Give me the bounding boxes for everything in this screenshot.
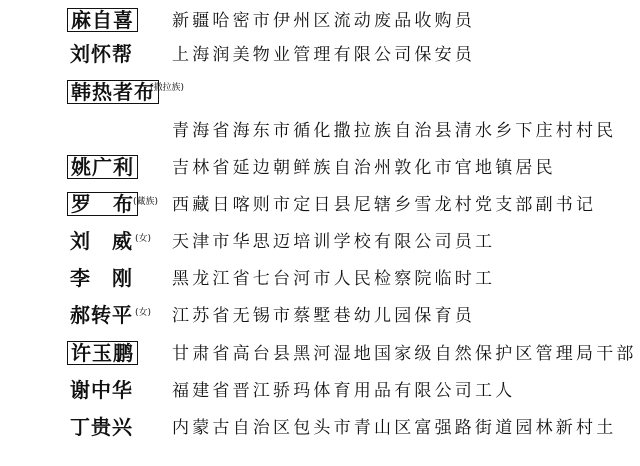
list-item <box>0 339 640 369</box>
person-name <box>67 80 159 104</box>
person-description: 黑龙江省七台河市人民检察院临时工 <box>172 269 496 289</box>
person-description: 内蒙古自治区包头市青山区富强路街道园林新村土 <box>172 418 617 438</box>
gender-note: (女) <box>135 234 152 244</box>
person-description: 福建省晋江骄玛体育用品有限公司工人 <box>172 381 516 401</box>
person-description: 西藏日喀则市定日县尼辖乡雪龙村党支部副书记 <box>172 195 597 215</box>
person-name: 麻自喜 <box>67 8 138 32</box>
person-name: 姚广利 <box>67 155 138 179</box>
ethnicity-note: (藏族) <box>133 197 159 207</box>
list-item <box>0 153 640 183</box>
list-item <box>0 78 640 108</box>
list-item <box>0 40 640 70</box>
person-name: 刘怀帮 <box>70 42 133 66</box>
list-item <box>0 301 640 331</box>
person-description: 甘肃省高台县黑河湿地国家级自然保护区管理局干部 <box>172 344 637 364</box>
list-item <box>0 227 640 257</box>
person-description: 天津市华思迈培训学校有限公司员工 <box>172 232 496 252</box>
person-description: 新疆哈密市伊州区流动废品收购员 <box>172 11 475 31</box>
person-name: 谢中华 <box>70 378 133 402</box>
list-item <box>0 376 640 406</box>
list-item <box>0 413 640 443</box>
person-name: 许玉鹏 <box>67 341 138 365</box>
person-description: 上海润美物业管理有限公司保安员 <box>172 45 475 65</box>
person-description: 江苏省无锡市蔡墅巷幼儿园保育员 <box>172 306 475 326</box>
list-item <box>0 6 640 36</box>
person-name: 罗 布 <box>67 192 138 216</box>
person-name: 刘 威 <box>70 229 133 253</box>
person-description: 吉林省延边朝鲜族自治州敦化市官地镇居民 <box>172 158 556 178</box>
gender-note: (女) <box>135 308 152 318</box>
list-item <box>0 116 640 146</box>
person-name: 李 刚 <box>70 266 133 290</box>
person-description: 青海省海东市循化撒拉族自治县清水乡下庄村村民 <box>172 121 617 141</box>
list-item <box>0 264 640 294</box>
person-name: 丁贵兴 <box>70 415 133 439</box>
ethnicity-note: (撒拉族) <box>150 83 185 93</box>
person-name-text: 韩热者布 <box>71 80 155 104</box>
person-name: 郝转平 <box>70 303 133 327</box>
list-item <box>0 190 640 220</box>
